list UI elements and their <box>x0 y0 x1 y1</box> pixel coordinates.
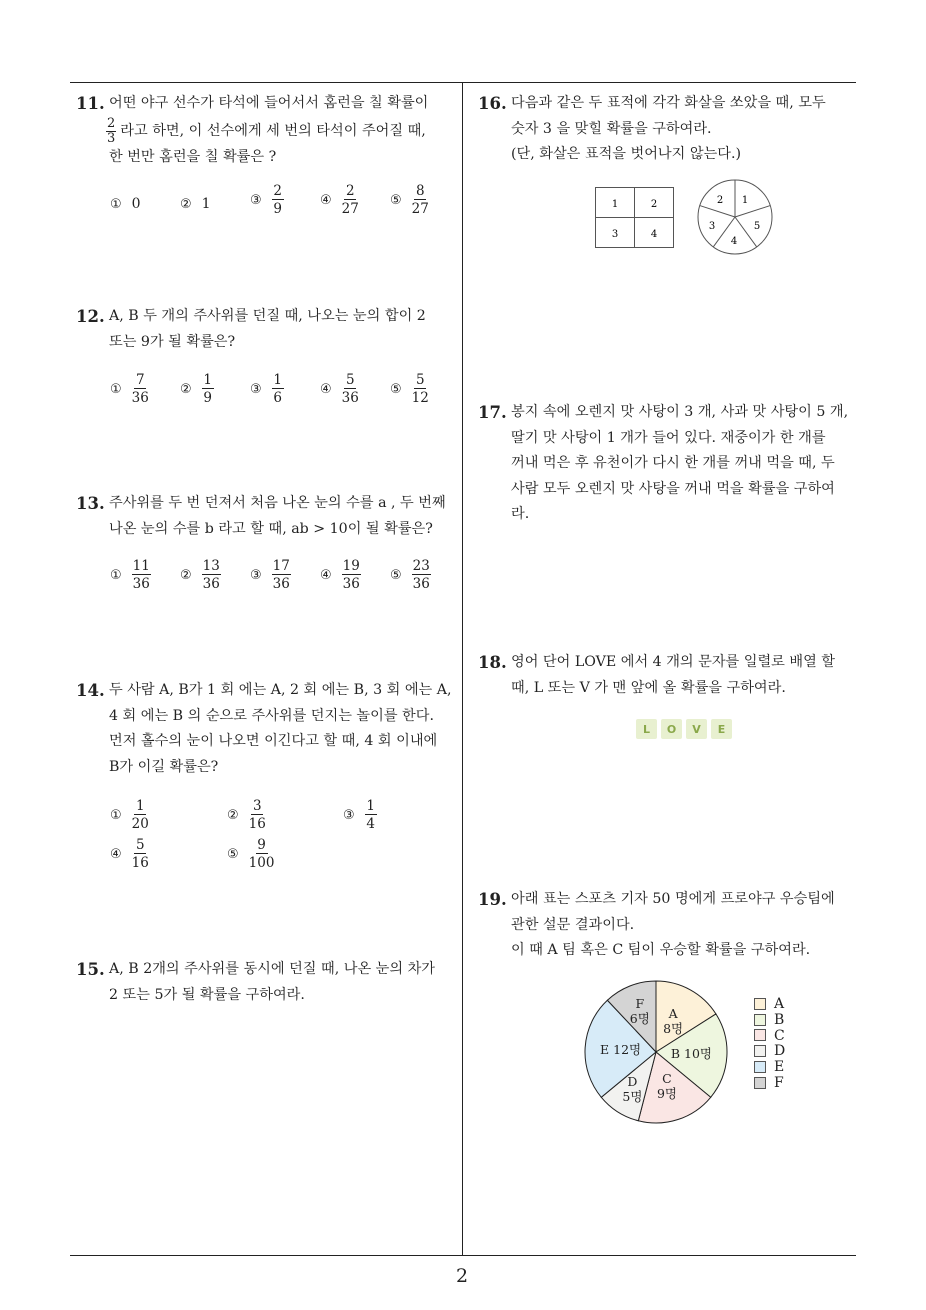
question-text-line: 먼저 홀수의 눈이 나오면 이긴다고 할 때, 4 회 이내에 <box>109 733 438 749</box>
question-text-line: 한 번만 홈런을 칠 확률은 ? <box>109 148 277 165</box>
question-text-line: 꺼내 먹은 후 유천이가 다시 한 개를 꺼내 먹을 때, 두 <box>511 455 835 471</box>
question-number: 15. <box>76 960 105 979</box>
legend-label: D <box>774 1043 786 1060</box>
question-text-line: 두 사람 A, B가 1 회 에는 A, 2 회 에는 B, 3 회 에는 A, <box>109 682 452 698</box>
choice-4[interactable]: ④ 2 27 <box>320 183 359 217</box>
legend-swatch <box>754 1077 766 1089</box>
pie-data-label: A 8명 <box>663 1005 684 1036</box>
legend-item <box>754 1028 785 1044</box>
question-text-line: 사람 모두 오렌지 맛 사탕을 꺼내 먹을 확률을 구하여 <box>511 480 835 497</box>
survey-pie-chart <box>582 978 730 1126</box>
choice-1[interactable]: ① 11 36 <box>110 558 150 592</box>
question-text-line: 어떤 야구 선수가 타석에 들어서서 홈런을 칠 확률이 <box>109 95 429 111</box>
target-sector-label: 4 <box>730 236 738 247</box>
choice-5[interactable]: ⑤ 5 12 <box>390 372 429 406</box>
question-text-line: 라고 하면, 이 선수에게 세 번의 타석이 주어질 때, <box>120 122 426 139</box>
legend-label: A <box>774 995 785 1012</box>
question-text-line: 아래 표는 스포츠 기자 50 명에게 프로야구 우승팀에 <box>511 891 835 907</box>
choice-3[interactable]: ③ 17 36 <box>250 558 290 592</box>
probability-fraction: $\frac{2}{3}$ <box>107 115 116 146</box>
letter-tile: V <box>686 719 707 739</box>
pie-legend <box>754 996 785 1091</box>
question-text-line: 딸기 맛 사탕이 1 개가 들어 있다. 재중이가 한 개를 <box>511 429 826 446</box>
choice-1[interactable]: ① 0 <box>110 196 141 212</box>
legend-swatch <box>754 1045 766 1057</box>
question-number: 16. <box>478 94 507 113</box>
question-text-line: 나온 눈의 수를 b 라고 할 때, ab > 10이 될 확률은? <box>109 520 433 537</box>
target-sector-label: 3 <box>708 221 716 232</box>
question-text-line: 관한 설문 결과이다. <box>511 916 635 933</box>
choice-5[interactable]: ⑤ 23 36 <box>390 558 430 592</box>
question-text-line: A, B 두 개의 주사위를 던질 때, 나오는 눈의 합이 2 <box>109 308 426 324</box>
letter-tile: L <box>636 719 657 739</box>
choice-4[interactable]: ④ 5 36 <box>320 372 359 406</box>
column-divider <box>462 83 463 1255</box>
legend-swatch <box>754 1061 766 1073</box>
question-text-line: A, B 2개의 주사위를 동시에 던질 때, 나온 눈의 차가 <box>109 961 435 977</box>
question-number: 18. <box>478 653 507 672</box>
question-text-line: 4 회 에는 B 의 순으로 주사위를 던지는 놀이를 한다. <box>109 707 434 724</box>
legend-label: C <box>774 1027 785 1044</box>
question-text-line: 때, L 또는 V 가 맨 앞에 올 확률을 구하여라. <box>511 679 786 696</box>
question-text-line: 봉지 속에 오렌지 맛 사탕이 3 개, 사과 맛 사탕이 5 개, <box>511 404 849 420</box>
choice-5[interactable]: ⑤ 8 27 <box>390 183 429 217</box>
question-text-line: 또는 9가 될 확률은? <box>109 333 236 350</box>
choice-1[interactable]: ① 7 36 <box>110 372 149 406</box>
question-14 <box>76 678 460 780</box>
target-cell-label: 3 <box>611 229 619 240</box>
love-letter-tiles <box>636 719 732 739</box>
choice-3[interactable]: ③ 2 9 <box>250 183 282 217</box>
circle-target <box>696 178 774 256</box>
choice-4[interactable]: ④ 19 36 <box>320 558 360 592</box>
square-target <box>595 187 675 249</box>
question-11 <box>76 91 460 170</box>
question-text-line: 라. <box>511 506 530 522</box>
question-17 <box>478 400 862 528</box>
target-cell-label: 2 <box>650 199 658 210</box>
pie-data-label: C 9명 <box>656 1070 677 1101</box>
target-sector-label: 2 <box>716 195 724 206</box>
choice-3[interactable]: ③ 1 4 <box>343 798 375 832</box>
question-18 <box>478 650 862 701</box>
legend-label: B <box>774 1011 785 1028</box>
page-number: 2 <box>456 1265 469 1287</box>
legend-label: E <box>774 1059 785 1076</box>
bottom-rule <box>70 1255 856 1256</box>
question-13 <box>76 491 460 542</box>
question-number: 19. <box>478 890 507 909</box>
question-text-line: 다음과 같은 두 표적에 각각 화살을 쏘았을 때, 모두 <box>511 95 826 111</box>
question-15 <box>76 957 460 1008</box>
pie-data-label: D 5명 <box>622 1074 643 1105</box>
question-text-line: 이 때 A 팀 혹은 C 팀이 우승할 확률을 구하여라. <box>511 942 811 958</box>
legend-item <box>754 1012 785 1028</box>
top-rule <box>70 82 856 83</box>
legend-item <box>754 1075 785 1091</box>
question-text-line: B가 이길 확률은? <box>109 758 219 775</box>
question-19 <box>478 887 862 964</box>
pie-data-label: E 12명 <box>600 1041 642 1057</box>
question-text-line: 영어 단어 LOVE 에서 4 개의 문자를 일렬로 배열 할 <box>511 654 836 670</box>
question-16 <box>478 91 862 168</box>
choice-2[interactable]: ② 13 36 <box>180 558 220 592</box>
choice-5[interactable]: ⑤ 9 100 <box>227 837 275 871</box>
pie-data-label: B 10명 <box>670 1046 713 1062</box>
choice-2[interactable]: ② 1 9 <box>180 372 212 406</box>
target-sector-label: 1 <box>741 195 749 206</box>
legend-item <box>754 1059 785 1075</box>
question-number: 13. <box>76 494 105 513</box>
legend-item <box>754 996 785 1012</box>
question-number: 11. <box>76 94 105 113</box>
letter-tile: E <box>711 719 732 739</box>
legend-swatch <box>754 1029 766 1041</box>
choice-2[interactable]: ② 3 16 <box>227 798 266 832</box>
legend-item <box>754 1043 785 1059</box>
choice-2[interactable]: ② 1 <box>180 196 211 212</box>
target-sector-label: 5 <box>753 221 761 232</box>
legend-swatch <box>754 1014 766 1026</box>
choice-3[interactable]: ③ 1 6 <box>250 372 282 406</box>
question-text-line: 주사위를 두 번 던져서 처음 나온 눈의 수를 a , 두 번째 <box>109 495 446 511</box>
pie-data-label: F 6명 <box>629 996 650 1027</box>
question-number: 12. <box>76 307 105 326</box>
question-text-line: 2 또는 5가 될 확률을 구하여라. <box>109 986 305 1003</box>
choice-4[interactable]: ④ 5 16 <box>110 837 149 871</box>
choice-1[interactable]: ① 1 20 <box>110 798 149 832</box>
question-text-line: 숫자 3 을 맞힐 확률을 구하여라. <box>511 120 712 137</box>
question-12 <box>76 304 460 355</box>
question-number: 17. <box>478 403 507 422</box>
question-number: 14. <box>76 681 105 700</box>
legend-swatch <box>754 998 766 1010</box>
legend-label: F <box>774 1074 784 1091</box>
target-cell-label: 1 <box>611 199 619 210</box>
letter-tile: O <box>661 719 682 739</box>
question-text-line: (단, 화살은 표적을 벗어나지 않는다.) <box>511 146 742 162</box>
target-cell-label: 4 <box>650 229 658 240</box>
